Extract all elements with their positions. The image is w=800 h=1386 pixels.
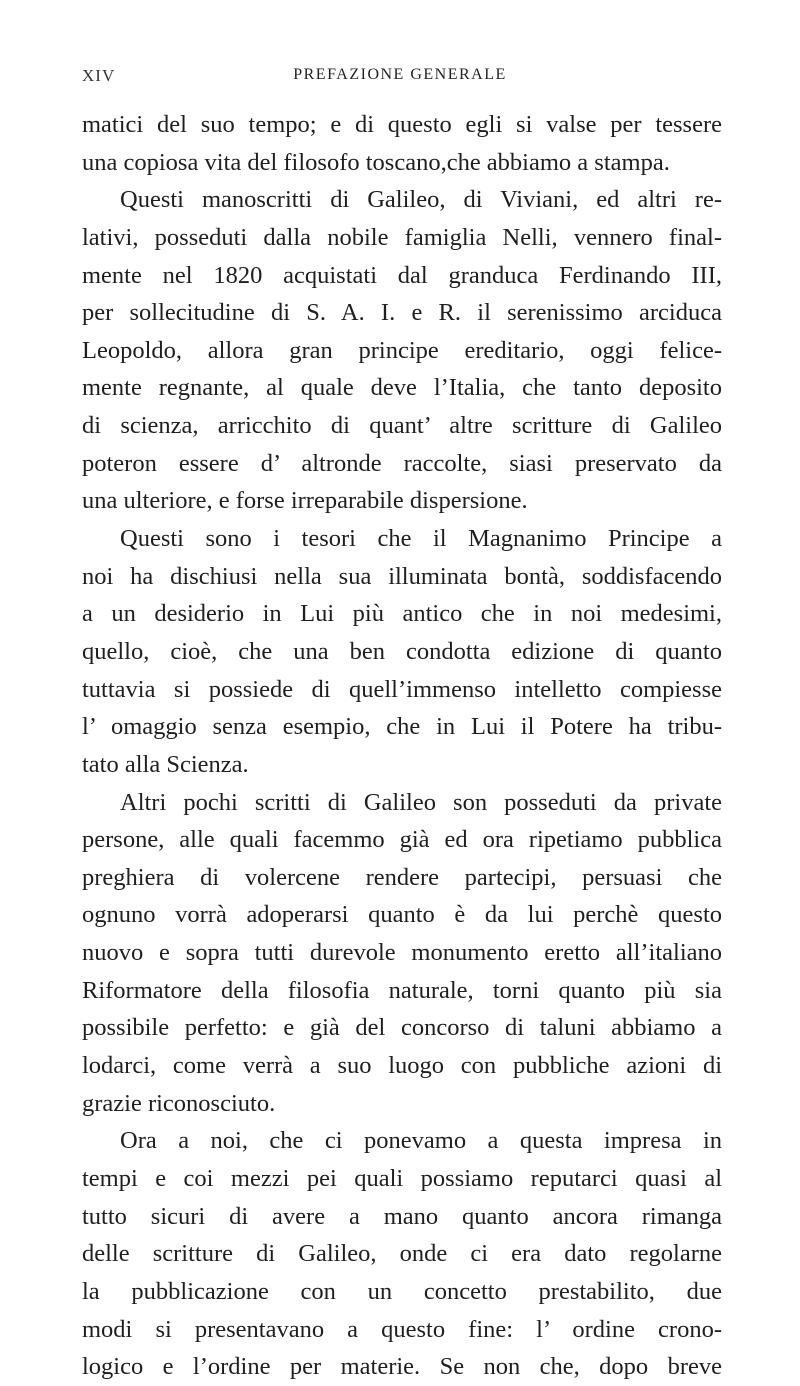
text-line: modi si presentavano a questo fine: l’ ordine crono-: [82, 1315, 722, 1343]
text-line: matici del suo tempo; e di questo egli si valse per tessere: [82, 111, 722, 138]
text-line: ognuno vorrà adoperarsi quanto è da lui perchè questo: [82, 901, 722, 929]
text-line: logico e l’ordine per materie. Se non che, dopo breve: [82, 1353, 722, 1381]
text-line: nuovo e sopra tutti durevole monumento eretto all’italiano: [82, 939, 722, 967]
page-number: XIV: [82, 66, 116, 85]
text-line: quello, cioè, che una ben condotta edizione di quanto: [82, 637, 722, 665]
text-line: lodarci, come verrà a suo luogo con pubbliche azioni di: [82, 1052, 722, 1080]
text-line: Questi manoscritti di Galileo, di Viviani, ed altri re-: [120, 186, 722, 214]
text-line: la pubblicazione con un concetto prestabilito, due: [82, 1277, 722, 1305]
text-line: tempi e coi mezzi pei quali possiamo reputarci quasi al: [82, 1164, 722, 1192]
text-line: grazie riconosciuto.: [82, 1089, 276, 1117]
running-head: [0, 66, 800, 96]
text-line: Ora a noi, che ci ponevamo a questa impresa in: [120, 1127, 722, 1155]
text-line: delle scritture di Galileo, onde ci era dato regolarne: [82, 1240, 722, 1268]
text-line: mente nel 1820 acquistati dal granduca Ferdinando III,: [82, 261, 722, 289]
text-line: Leopoldo, allora gran principe ereditario, oggi felice-: [82, 336, 722, 364]
running-head-title: PREFAZIONE GENERALE: [293, 66, 507, 83]
text-line: poteron essere d’ altronde raccolte, siasi preservato da: [82, 449, 722, 477]
text-line: tutto sicuri di avere a mano quanto ancora rimanga: [82, 1202, 722, 1230]
text-line: persone, alle quali facemmo già ed ora ripetiamo pubblica: [82, 826, 722, 854]
text-line: lativi, posseduti dalla nobile famiglia Nelli, vennero final-: [82, 223, 722, 251]
text-line: noi ha dischiusi nella sua illuminata bontà, soddisfacendo: [82, 562, 722, 590]
text-line: Riformatore della filosofia naturale, torni quanto più sia: [82, 976, 722, 1004]
body-text: [82, 106, 722, 1386]
text-line: una copiosa vita del filosofo toscano,che abbiamo a stampa.: [82, 148, 670, 176]
text-line: mente regnante, al quale deve l’Italia, che tanto deposito: [82, 374, 722, 402]
text-line: Altri pochi scritti di Galileo son posseduti da private: [120, 788, 722, 816]
text-line: di scienza, arricchito di quant’ altre scritture di Galileo: [82, 412, 722, 440]
text-line: per sollecitudine di S. A. I. e R. il serenissimo arciduca: [82, 299, 722, 327]
text-line: una ulteriore, e forse irreparabile dispersione.: [82, 487, 528, 515]
text-line: tato alla Scienza.: [82, 750, 249, 778]
text-line: tuttavia si possiede di quell’immenso intelletto compiesse: [82, 675, 722, 703]
text-line: preghiera di volercene rendere partecipi, persuasi che: [82, 863, 722, 891]
text-line: Questi sono i tesori che il Magnanimo Principe a: [120, 525, 722, 553]
text-line: possibile perfetto: e già del concorso di taluni abbiamo a: [82, 1014, 722, 1042]
text-line: l’ omaggio senza esempio, che in Lui il Potere ha tribu-: [82, 713, 722, 741]
text-line: a un desiderio in Lui più antico che in noi medesimi,: [82, 600, 722, 628]
